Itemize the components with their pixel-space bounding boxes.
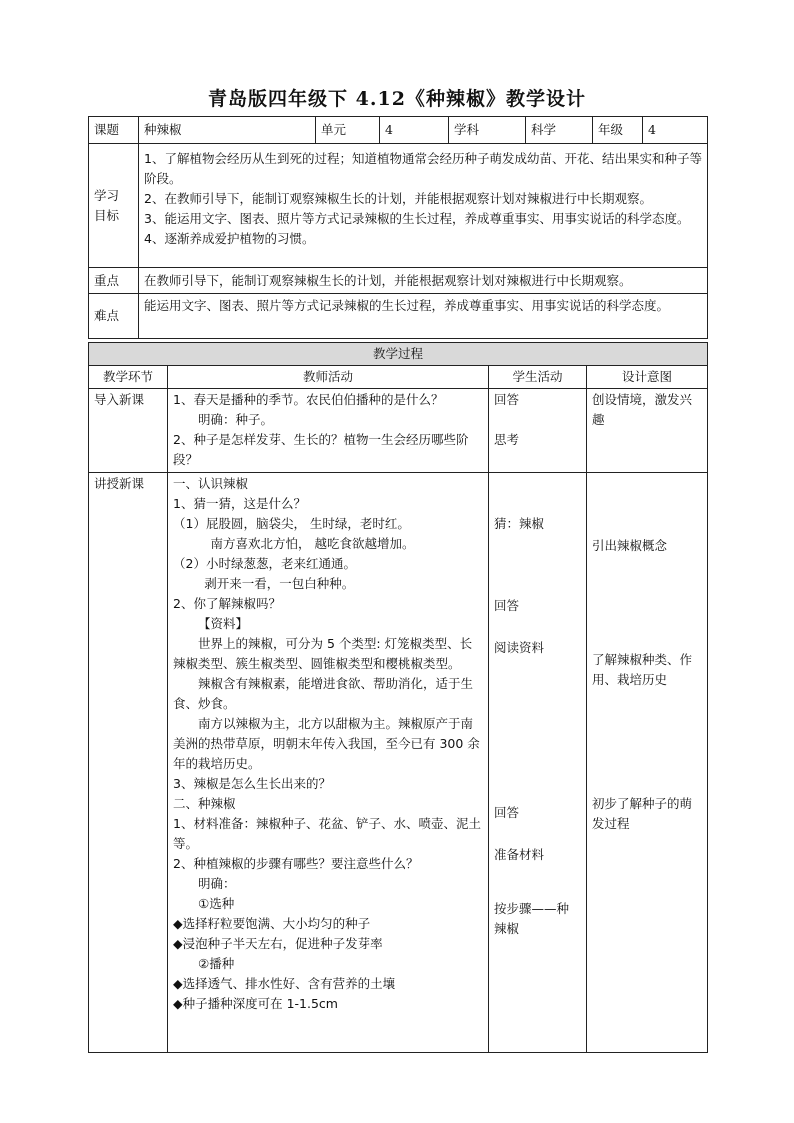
teach-line: ◆选择籽粒要饱满、大小均匀的种子 bbox=[173, 916, 371, 931]
objectives-label bbox=[89, 144, 139, 268]
difficulty-text: 能运用文字、图表、照片等方式记录辣椒的生长过程，养成尊重事实、用事实说话的科学态度。 bbox=[139, 294, 708, 339]
student-line: 阅读资料 bbox=[494, 640, 545, 655]
teach-line: 明确： bbox=[198, 876, 236, 891]
intent-line: 了解辣椒种类、作用、栽培历史 bbox=[592, 652, 693, 687]
unit-value: 4 bbox=[380, 117, 449, 144]
student-line: 准备材料 bbox=[494, 847, 545, 862]
document-title: 青岛版四年级下 4.12《种辣椒》教学设计 bbox=[208, 88, 586, 110]
teach-student-activity bbox=[489, 473, 587, 1053]
intro-line: 1、春天是播种的季节。农民伯伯播种的是什么？ bbox=[173, 392, 444, 407]
subject-label: 学科 bbox=[449, 117, 526, 144]
intro-line: 明确：种子。 bbox=[198, 412, 274, 427]
objectives-label-line2: 目标 bbox=[94, 207, 120, 223]
key-point-label: 重点 bbox=[89, 268, 139, 294]
teach-line: 1、材料准备：辣椒种子、花盆、铲子、水、喷壶、泥土等。 bbox=[173, 816, 481, 851]
teach-line: 二、种辣椒 bbox=[173, 796, 236, 811]
key-point-text: 在教师引导下，能制订观察辣椒生长的计划，并能根据观察计划对辣椒进行中长期观察。 bbox=[139, 268, 708, 294]
student-line: 思考 bbox=[494, 432, 520, 447]
objectives-label-line1: 学习 bbox=[94, 187, 120, 203]
objective-item: 2、在教师引导下，能制订观察辣椒生长的计划，并能根据观察计划对辣椒进行中长期观察。 bbox=[144, 191, 652, 206]
intro-stage: 导入新课 bbox=[89, 389, 168, 473]
lesson-label: 课题 bbox=[89, 117, 139, 144]
teach-line: 辣椒含有辣椒素，能增进食欲、帮助消化，适于生食、炒食。 bbox=[173, 676, 474, 711]
teach-design-intent bbox=[587, 473, 708, 1053]
lesson-value: 种辣椒 bbox=[139, 117, 316, 144]
process-band: 教学过程 bbox=[89, 343, 708, 366]
unit-label: 单元 bbox=[316, 117, 380, 144]
teach-line: ◆浸泡种子半天左右，促进种子发芽率 bbox=[173, 936, 383, 951]
objective-item: 4、逐渐养成爱护植物的习惯。 bbox=[144, 231, 315, 246]
teach-stage: 讲授新课 bbox=[89, 473, 168, 1053]
lesson-info-table bbox=[88, 116, 708, 339]
teach-line: （2）小时绿葱葱，老来红通通。 bbox=[173, 556, 356, 571]
student-line: 猜：辣椒 bbox=[494, 516, 545, 531]
intent-line: 初步了解种子的萌发过程 bbox=[592, 796, 693, 831]
intro-teacher-activity bbox=[168, 389, 489, 473]
teach-line: 2、种植辣椒的步骤有哪些？要注意些什么？ bbox=[173, 856, 419, 871]
teach-line: ◆选择透气、排水性好、含有营养的土壤 bbox=[173, 976, 396, 991]
teach-line: 南方以辣椒为主，北方以甜椒为主。辣椒原产于南美洲的热带草原，明朝末年传入我国，至今已有 300 余年的栽培历史。 bbox=[173, 716, 480, 771]
teach-line: （1）屁股圆，脑袋尖， 生时绿，老时红。 bbox=[173, 516, 410, 531]
teach-line: 3、辣椒是怎么生长出来的？ bbox=[173, 776, 331, 791]
header-student: 学生活动 bbox=[489, 366, 587, 389]
teach-line: ◆种子播种深度可在 1-1.5cm bbox=[173, 996, 338, 1011]
intro-student-activity bbox=[489, 389, 587, 473]
student-line: 按步骤——种辣椒 bbox=[494, 901, 570, 936]
teach-line: 南方喜欢北方怕， 越吃食欲越增加。 bbox=[210, 536, 415, 551]
teach-line: ②播种 bbox=[198, 956, 235, 971]
intro-line: 2、种子是怎样发芽、生长的？植物一生会经历哪些阶段？ bbox=[173, 432, 469, 467]
objective-item: 1、了解植物会经历从生到死的过程；知道植物通常会经历种子萌发成幼苗、开花、结出果实和种子等阶段。 bbox=[144, 151, 702, 186]
intent-line: 引出辣椒概念 bbox=[592, 538, 668, 553]
student-line: 回答 bbox=[494, 805, 520, 820]
grade-label: 年级 bbox=[593, 117, 643, 144]
teach-line: 【资料】 bbox=[198, 616, 249, 631]
subject-value: 科学 bbox=[526, 117, 593, 144]
teach-line: 剥开来一看，一包白种种。 bbox=[204, 576, 355, 591]
teaching-process-table bbox=[88, 342, 708, 1053]
difficulty-label: 难点 bbox=[89, 294, 139, 339]
header-teacher: 教师活动 bbox=[168, 366, 489, 389]
objective-item: 3、能运用文字、图表、照片等方式记录辣椒的生长过程，养成尊重事实、用事实说话的科学态度。 bbox=[144, 211, 690, 226]
student-line: 回答 bbox=[494, 598, 520, 613]
teach-line: ①选种 bbox=[198, 896, 235, 911]
teach-line: 一、认识辣椒 bbox=[173, 476, 249, 491]
objectives-content bbox=[139, 144, 708, 268]
teach-line: 1、猜一猜，这是什么？ bbox=[173, 496, 306, 511]
intro-design-intent: 创设情境，激发兴趣 bbox=[587, 389, 708, 473]
teach-line: 世界上的辣椒，可分为 5 个类型: 灯笼椒类型、长辣椒类型、簇生椒类型、圆锥椒类型和樱桃椒类型。 bbox=[173, 636, 473, 671]
teach-line: 2、你了解辣椒吗？ bbox=[173, 596, 281, 611]
student-line: 回答 bbox=[494, 392, 520, 407]
header-stage: 教学环节 bbox=[89, 366, 168, 389]
header-intent: 设计意图 bbox=[587, 366, 708, 389]
grade-value: 4 bbox=[643, 117, 708, 144]
teach-teacher-activity bbox=[168, 473, 489, 1053]
